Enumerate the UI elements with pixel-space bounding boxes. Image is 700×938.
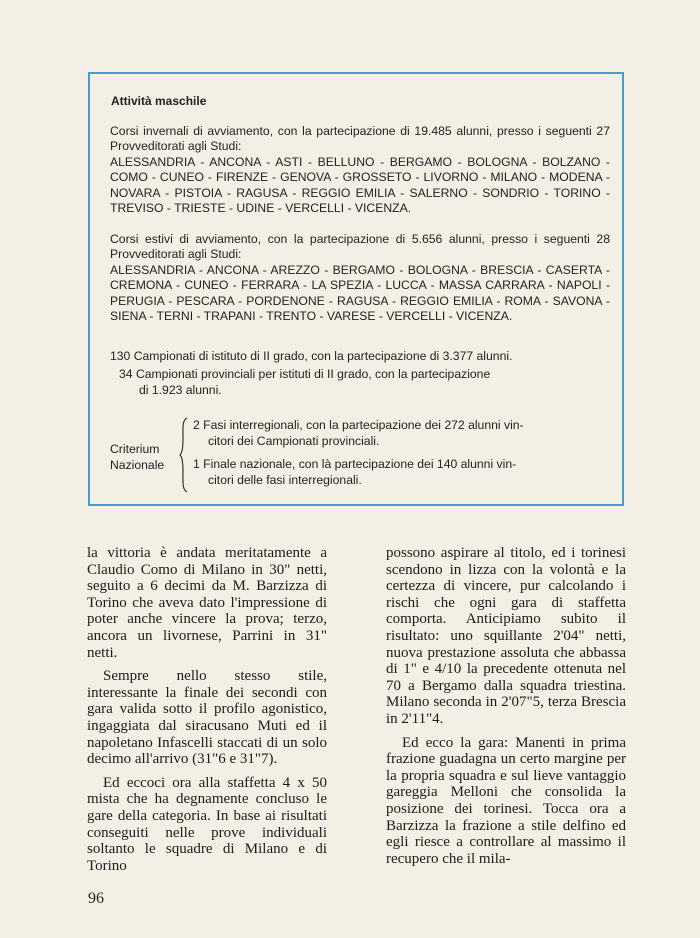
criterium-item-2-line2: citori delle fasi interregionali. [208, 473, 362, 487]
article-paragraph: la vittoria è andata meritatamente a Claudio Como di Milano in 30" netti, seguito a 6 decimi da M. Barzizza di Torino che aveva dato l'impressione di poter anche vincere la prova; terzo, ancora un livornese, Parrini in 31" netti. [87, 545, 327, 661]
criterium-item-2-line1: 1 Finale nazionale, con là partecipazione dei 140 alunni vin- [193, 457, 517, 471]
activity-summary-box [88, 72, 624, 506]
provincial-championships-line1: 34 Campionati provinciali per istituti di II grado, con la partecipazione [119, 367, 491, 381]
article-paragraph: Ed ecco la gara: Manenti in prima frazione guadagna un certo margine per la propria squadra e sul lieve vantaggio gareggia Melloni che consolida la posizione dei torinesi. Tocca ora a Barzizza la frazione a stile delfino ed egli riesce a controllare al massimo il recupero che il mila- [386, 734, 626, 867]
article-paragraph: possono aspirare al titolo, ed i torinesi scendono in lizza con la volontà e la certezza di vincere, pur calcolando i rischi che ogni gara di staffetta comporta. Anticipiamo subito il risultato: uno squillante 2'04" netti, nuova prestazione assoluta che abbassa di 1" e 4/10 la precedente ottenuta nel 70 a Bergamo dalla squadra triestina. Milano seconda in 2'07"5, terza Brescia in 2'11"4. [386, 545, 626, 727]
winter-courses-intro: Corsi invernali di avviamento, con la partecipazione di 19.485 alunni, presso i seguenti 27 Provveditorati agli Studi: [110, 124, 610, 154]
criterium-label [110, 441, 190, 473]
box-title: Attività maschile [111, 94, 207, 108]
winter-courses-cities: ALESSANDRIA - ANCONA - ASTI - BELLUNO - BERGAMO - BOLOGNA - BOLZANO - COMO - CUNEO - FIRENZE - GENOVA - GROSSETO - LIVORNO - MILANO - MODENA - NOVARA - PISTOIA - RAGUSA - REGGIO EMILIA - SALERNO - SONDRIO - TORINO - TREVISO - TRIESTE - UDINE - VERCELLI - VICENZA. [110, 155, 610, 216]
summer-courses-cities: ALESSANDRIA - ANCONA - AREZZO - BERGAMO - BOLOGNA - BRESCIA - CASERTA - CREMONA - CUNEO - FERRARA - LA SPEZIA - LUCCA - MASSA CARRARA - NAPOLI - PERUGIA - PESCARA - PORDENONE - RAGUSA - REGGIO EMILIA - ROMA - SAVONA - SIENA - TERNI - TRAPANI - TRENTO - VARESE - VERCELLI - VICENZA. [110, 263, 610, 324]
page-number: 96 [88, 890, 104, 907]
article-paragraph: Ed eccoci ora alla staffetta 4 x 50 mista che ha degnamente concluso le gare della categoria. In base ai risultati conseguiti nelle prove individuali soltanto le squadre di Milano e di Torino [87, 774, 327, 874]
institute-championships: 130 Campionati di istituto di II grado, con la partecipazione di 3.377 alunni. [110, 349, 513, 363]
criterium-item-1-line2: citori dei Campionati provinciali. [208, 434, 380, 448]
criterium-item-1-line1: 2 Fasi interregionali, con la partecipazione dei 272 alunni vin- [193, 418, 524, 432]
criterium-label-line2: Nazionale [110, 458, 165, 472]
curly-brace-icon [179, 417, 189, 493]
provincial-championships-line2: di 1.923 alunni. [139, 383, 222, 397]
summer-courses-intro: Corsi estivi di avviamento, con la partecipazione di 5.656 alunni, presso i seguenti 28 Provveditorati agli Studi: [110, 232, 610, 262]
criterium-label-line1: Criterium [110, 442, 160, 456]
article-paragraph: Sempre nello stesso stile, interessante la finale dei secondi con gara valida sotto il profilo agonistico, ingaggiata dal siracusano Muti ed il napoletano Infascelli staccati di un solo decimo all'arrivo (31"6 e 31"7). [87, 668, 327, 768]
article-column-left [87, 545, 327, 881]
article-column-right [386, 545, 626, 874]
